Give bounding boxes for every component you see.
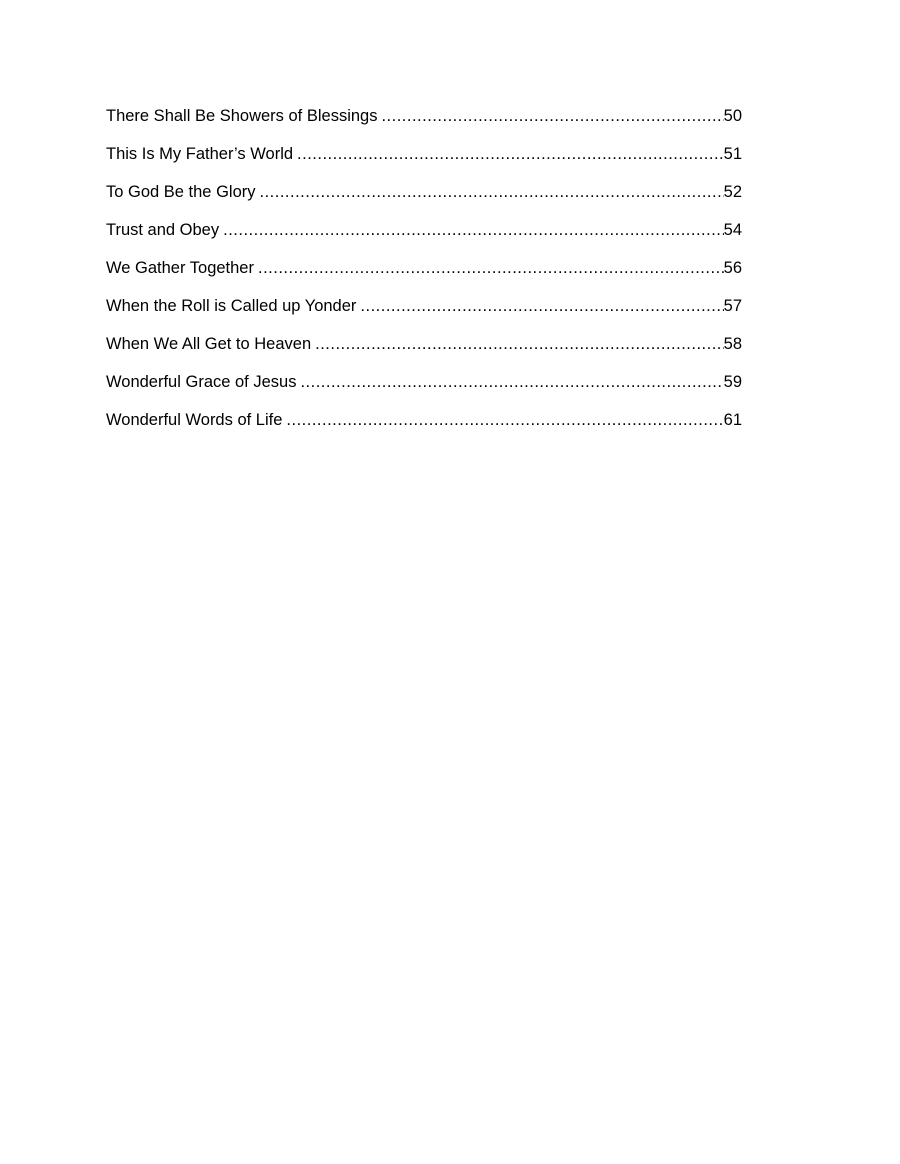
toc-dot-leader — [258, 257, 724, 279]
toc-entry — [106, 409, 742, 447]
toc-entry-title: To God Be the Glory — [106, 183, 256, 201]
toc-dot-leader — [260, 181, 724, 203]
toc-entry — [106, 333, 742, 371]
toc-dot-leader — [315, 333, 724, 355]
toc-entry — [106, 257, 742, 295]
toc-entry-title: Trust and Obey — [106, 221, 220, 239]
toc-dot-leader — [300, 371, 723, 393]
toc-entry — [106, 181, 742, 219]
toc-dot-leader — [360, 295, 723, 317]
toc-entry-page: 57 — [723, 297, 742, 315]
toc-entry-page: 59 — [723, 373, 742, 391]
toc-entry-page: 61 — [723, 411, 742, 429]
toc-dot-leader — [297, 143, 724, 165]
toc-dot-leader — [286, 409, 723, 431]
toc-entry-title: When We All Get to Heaven — [106, 335, 312, 353]
toc-entry-title: We Gather Together — [106, 259, 254, 277]
toc-entry — [106, 295, 742, 333]
toc-entry-page: 56 — [723, 259, 742, 277]
toc-entry-page: 50 — [723, 107, 742, 125]
toc-entry — [106, 371, 742, 409]
toc-entry-title: Wonderful Words of Life — [106, 411, 283, 429]
toc-entry-page: 51 — [723, 145, 742, 163]
toc-entry-title: This Is My Father’s World — [106, 145, 294, 163]
toc-dot-leader — [381, 105, 723, 127]
toc-entry-page: 58 — [723, 335, 742, 353]
toc-entry-title: There Shall Be Showers of Blessings — [106, 107, 378, 125]
toc-entry-title: Wonderful Grace of Jesus — [106, 373, 297, 391]
toc-entry-page: 52 — [723, 183, 742, 201]
toc-entry-page: 54 — [723, 221, 742, 239]
toc-entry — [106, 143, 742, 181]
toc-entry — [106, 105, 742, 143]
toc-entry-title: When the Roll is Called up Yonder — [106, 297, 357, 315]
table-of-contents — [106, 105, 742, 447]
toc-entry — [106, 219, 742, 257]
toc-dot-leader — [223, 219, 724, 241]
